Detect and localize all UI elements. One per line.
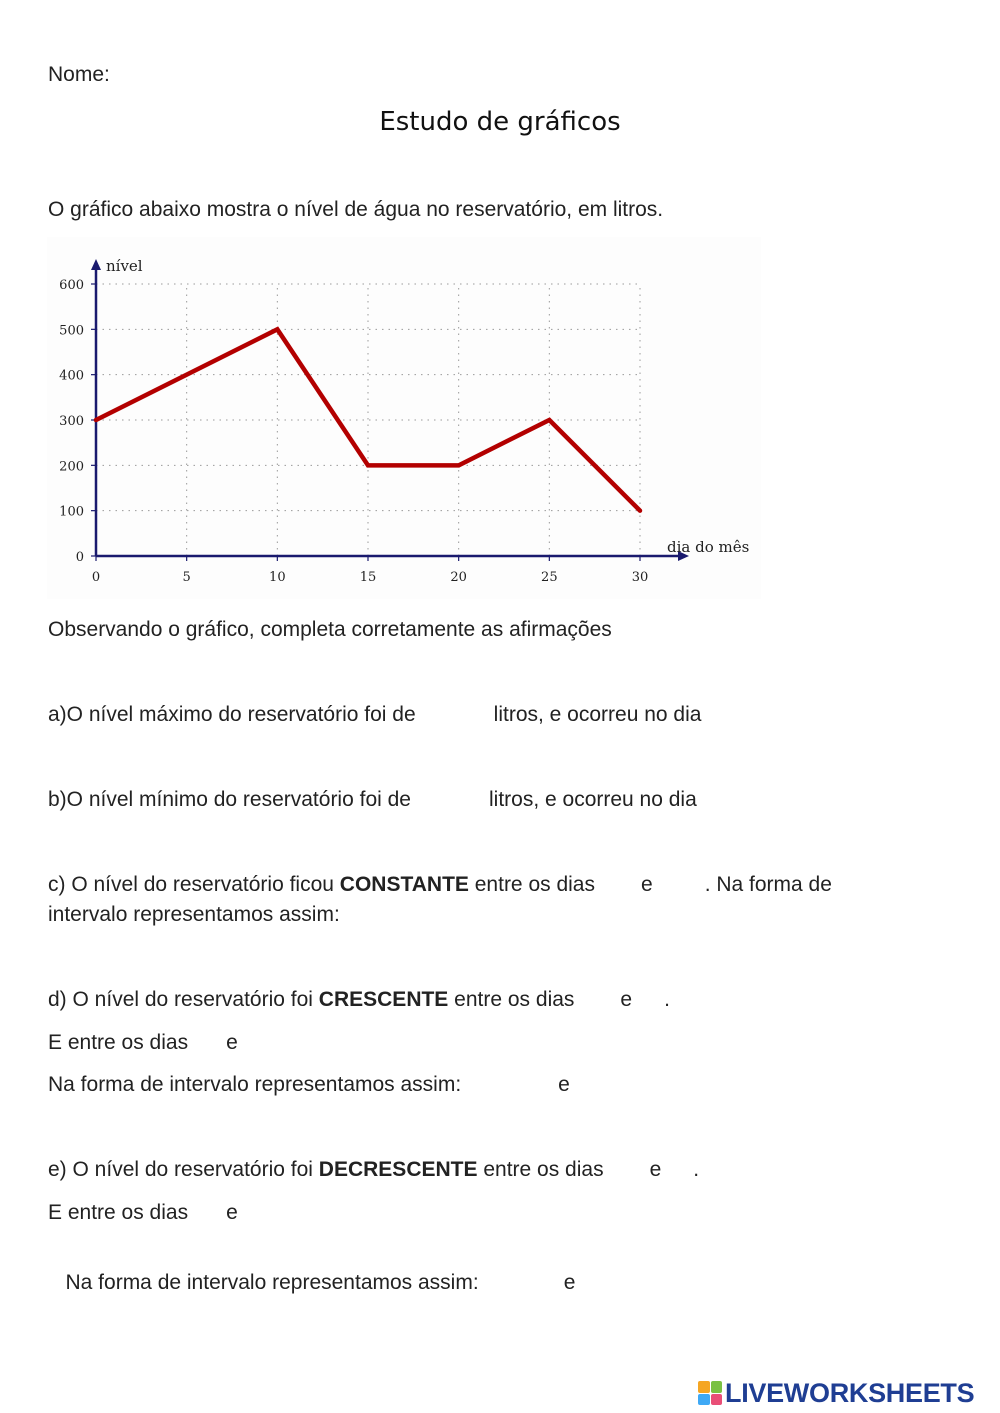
question-d-line2-e: e xyxy=(226,1031,238,1054)
question-e-line2-e: e xyxy=(226,1201,238,1224)
question-d xyxy=(48,986,670,1014)
question-d-line3 xyxy=(48,1071,570,1099)
question-a-part1: a)O nível máximo do reservatório foi de xyxy=(48,703,416,726)
question-b-part2: litros, e ocorreu no dia xyxy=(489,788,697,811)
question-c-part2: entre os dias xyxy=(474,873,595,896)
data-point xyxy=(275,327,279,331)
question-a xyxy=(48,701,701,729)
x-tick-label: 0 xyxy=(91,570,101,585)
logo-square-1 xyxy=(698,1381,710,1393)
liveworksheets-text: LIVEWORKSHEETS xyxy=(725,1377,975,1408)
x-tick-label: 15 xyxy=(359,570,377,585)
observe-text: Observando o gráfico, completa corretamente as afirmações xyxy=(48,618,612,641)
question-c-part1: c) O nível do reservatório ficou xyxy=(48,873,334,896)
question-d-line3-e: e xyxy=(558,1073,570,1096)
logo-square-4 xyxy=(711,1394,723,1406)
question-c-part3: . Na forma de xyxy=(704,873,832,896)
question-d-part2: entre os dias xyxy=(454,988,575,1011)
line-chart xyxy=(47,237,761,599)
question-d-line2-text: E entre os dias xyxy=(48,1031,189,1054)
y-tick-label: 400 xyxy=(59,368,84,384)
logo-square-3 xyxy=(698,1394,710,1406)
y-tick-label: 200 xyxy=(59,459,84,475)
question-d-keyword: CRESCENTE xyxy=(318,988,449,1011)
liveworksheets-logo-icon xyxy=(698,1381,722,1405)
x-tick-label: 20 xyxy=(450,570,467,585)
question-e-dot: . xyxy=(693,1158,700,1181)
question-d-e: e xyxy=(620,988,633,1011)
question-e-line3-text: Na forma de intervalo representamos assim: xyxy=(59,1271,479,1295)
question-c-keyword: CONSTANTE xyxy=(339,873,469,896)
question-e-line3-e: e xyxy=(563,1271,576,1295)
intro-text: O gráfico abaixo mostra o nível de água no reservatório, em litros. xyxy=(48,198,664,221)
x-tick-label: 25 xyxy=(541,570,558,585)
question-d-line2 xyxy=(48,1029,238,1057)
question-e xyxy=(48,1156,699,1184)
question-e-e: e xyxy=(649,1158,662,1181)
question-e-line3 xyxy=(48,1241,575,1298)
question-c-e: e xyxy=(641,873,653,896)
data-point xyxy=(638,509,642,513)
question-d-dot: . xyxy=(664,988,670,1011)
x-tick-label: 5 xyxy=(182,570,191,585)
question-c xyxy=(48,871,832,899)
name-label: Nome: xyxy=(48,63,110,86)
logo-square-2 xyxy=(711,1381,723,1393)
y-tick-label: 300 xyxy=(59,414,84,429)
question-e-part1: e) O nível do reservatório foi xyxy=(48,1158,313,1181)
data-point xyxy=(457,463,461,467)
question-e-keyword: DECRESCENTE xyxy=(318,1158,478,1181)
question-d-part1: d) O nível do reservatório foi xyxy=(48,988,313,1011)
y-tick-label: 0 xyxy=(75,550,84,565)
question-b-part1: b)O nível mínimo do reservatório foi de xyxy=(48,788,411,811)
data-point xyxy=(547,418,551,422)
question-d-line3-text: Na forma de intervalo representamos assim: xyxy=(48,1073,462,1096)
question-e-part2: entre os dias xyxy=(483,1158,604,1181)
question-a-part2: litros, e ocorreu no dia xyxy=(493,703,702,726)
x-axis-label: dia do mês xyxy=(667,538,750,556)
x-tick-label: 10 xyxy=(269,570,286,585)
y-tick-label: 100 xyxy=(59,504,84,520)
question-e-line2-text: E entre os dias xyxy=(48,1201,189,1224)
page-title: Estudo de gráficos xyxy=(379,107,621,137)
question-c-line2: intervalo representamos assim: xyxy=(48,903,340,926)
question-b xyxy=(48,786,697,814)
y-axis-label: nível xyxy=(106,257,143,275)
y-axis-arrow-icon xyxy=(91,259,101,270)
x-tick-label: 30 xyxy=(631,570,649,585)
y-tick-label: 500 xyxy=(59,323,84,339)
data-point xyxy=(366,463,370,467)
question-e-line2 xyxy=(48,1199,238,1227)
y-tick-label: 600 xyxy=(59,278,84,293)
liveworksheets-brand xyxy=(698,1377,974,1409)
data-point xyxy=(94,418,98,422)
